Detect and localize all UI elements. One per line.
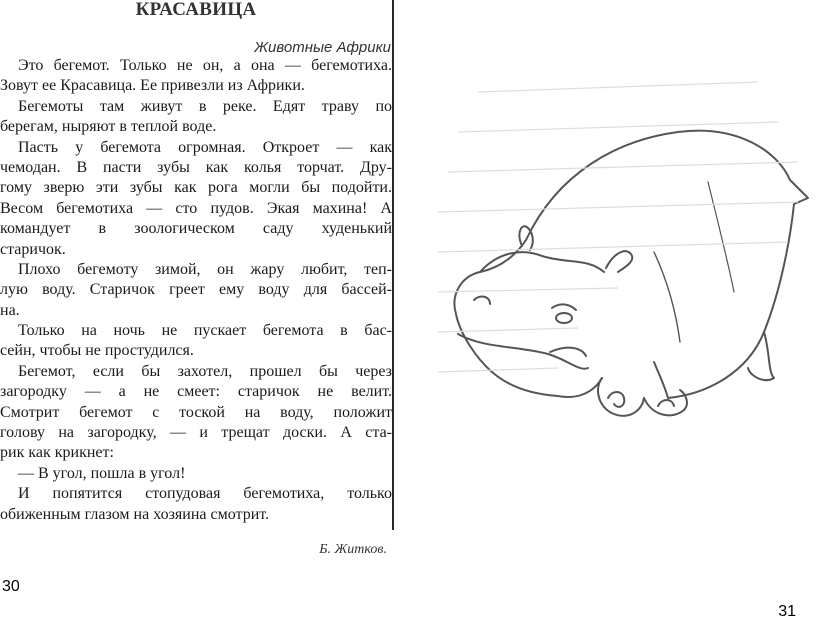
hippo-belly — [668, 332, 764, 398]
story-title: КРАСАВИЦА — [135, 0, 257, 20]
text-line: чемодан. В пасти зубы как колья торчат. Дру- — [0, 158, 392, 176]
hippo-head — [454, 240, 602, 397]
text-line: Пасть у бегемота огромная. Откроет — как — [18, 138, 392, 156]
hippo-front-leg — [598, 378, 644, 416]
text-line: Зовут ее Красавица. Ее привезли из Африки. — [0, 77, 305, 95]
hippo-ear-right — [606, 251, 632, 272]
hippo-face — [480, 252, 604, 272]
text-line: загородку — а не смеет: старичок не велит. — [0, 383, 392, 401]
story-text — [0, 56, 392, 525]
hippo-nostril — [474, 297, 490, 304]
page-number-left: 30 — [2, 578, 20, 595]
text-line: обиженным глазом на хозяина смотрит. — [0, 505, 270, 523]
author-signature: Б. Житков. — [319, 542, 387, 557]
text-line: Это бегемот. Только не он, а она — бегемотиха. — [18, 57, 392, 74]
left-page — [0, 0, 393, 622]
text-line: рик как крикнет: — [0, 444, 114, 462]
text-line: Бегемоты там живут в реке. Едят траву по — [18, 97, 392, 115]
section-heading: Животные Африки — [254, 39, 391, 56]
text-line: командует в зоологическом саду худенький — [0, 220, 392, 238]
text-line: Бегемот, если бы захотел, прошел бы через — [18, 362, 392, 380]
text-line: на. — [0, 301, 20, 319]
text-line: И попятится стопудовая бегемотиха, только — [18, 485, 392, 503]
text-line: сейн, чтобы не простудился. — [0, 342, 194, 360]
column-divider — [392, 0, 394, 530]
text-line: голову на загородку, — и трещат доски. А ста- — [0, 424, 392, 442]
text-line: старичок. — [0, 240, 66, 258]
text-line: берегам, ныряют в теплой воде. — [0, 118, 217, 136]
hippo-eye — [556, 313, 572, 323]
text-line: гому зверю эти зубы как рога могли бы подойти. — [0, 179, 392, 197]
hippo-illustration — [418, 72, 816, 492]
hippo-back — [526, 131, 808, 332]
page-number-right: 31 — [778, 603, 796, 620]
text-line: Весом бегемотиха — сто пудов. Экая махина! А — [0, 199, 392, 217]
text-line: лую воду. Старичок греет ему воду для бассей- — [0, 281, 392, 299]
text-line: Смотрит бегемот с тоской на воду, положит — [0, 403, 392, 421]
text-line: — В угол, пошла в угол! — [18, 464, 186, 482]
text-line: Плохо бегемоту зимой, он жару любит, теп- — [18, 260, 392, 278]
hippo-mouth — [458, 334, 588, 369]
text-line: Только на ночь не пускает бегемота в бас- — [18, 322, 392, 340]
